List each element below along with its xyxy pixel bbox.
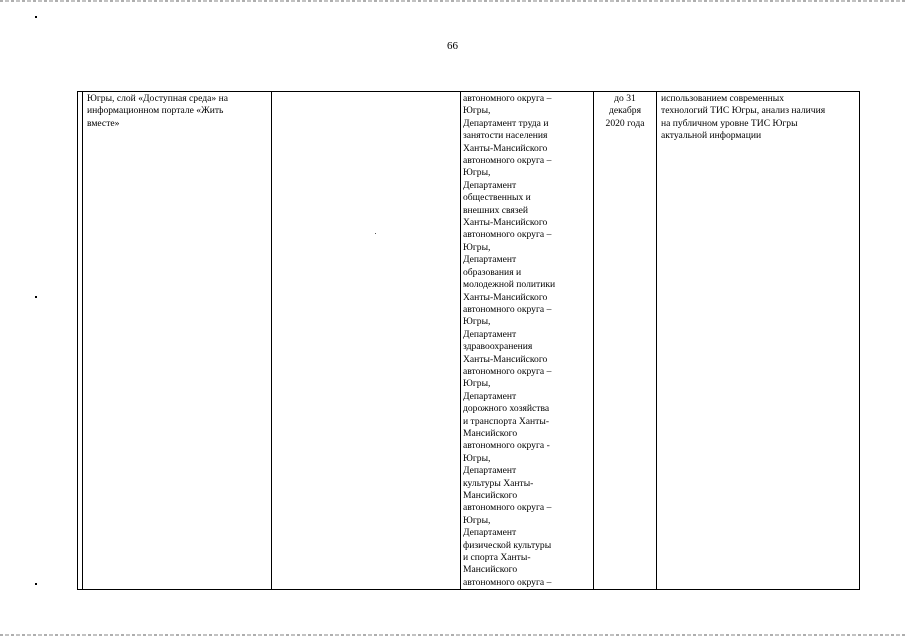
cell-measure-description	[83, 92, 272, 590]
text-line: автономного округа –	[463, 576, 552, 588]
text-line: Департамент	[463, 390, 517, 402]
scan-dot-middle	[35, 296, 37, 298]
text-line: Мансийского	[463, 427, 518, 439]
lines-col6	[661, 93, 855, 143]
text-line: физической культуры	[463, 539, 552, 551]
text-line: автономного округа –	[463, 502, 552, 514]
text-line: Ханты-Мансийского	[463, 217, 548, 229]
text-line: до 31	[614, 93, 636, 104]
text-line: общественных и	[463, 192, 531, 204]
text-line: Ханты-Мансийского	[463, 291, 548, 303]
text-line: Департамент	[463, 254, 517, 266]
document-table	[77, 91, 860, 590]
text-line: Мансийского	[463, 490, 518, 501]
cell-expected-result	[657, 92, 860, 590]
text-line: Югры, слой «Доступная среда» на	[87, 93, 228, 104]
text-line: автономного округа –	[463, 155, 552, 167]
text-line: 2020 года	[605, 117, 645, 129]
text-line: дорожного хозяйства	[463, 403, 550, 415]
text-line: Ханты-Мансийского	[463, 142, 548, 154]
text-line: Югры,	[463, 378, 491, 390]
text-line: информационном портале «Жить	[87, 105, 224, 117]
text-line: Югры,	[463, 167, 491, 179]
text-line: Югры,	[463, 316, 491, 328]
scan-top-edge	[0, 0, 905, 2]
table-row	[78, 92, 860, 590]
text-line: Департамент	[463, 465, 517, 477]
cell-deadline	[594, 92, 657, 590]
text-line: молодежной политики	[463, 279, 556, 291]
lines-col4	[463, 93, 589, 589]
text-line: и транспорта Ханты-	[463, 415, 550, 427]
cell-responsible-executors	[461, 92, 594, 590]
scan-dot-top	[35, 16, 37, 18]
text-line: Ханты-Мансийского	[463, 353, 548, 365]
text-line: здравоохранения	[463, 341, 533, 353]
text-line: актуальной информации	[661, 130, 762, 142]
text-line: на публичном уровне ТИС Югры	[661, 117, 798, 129]
text-line: Мансийского	[463, 564, 518, 576]
text-line: Югры,	[463, 241, 491, 253]
text-line: автономного округа –	[463, 303, 552, 315]
text-line: занятости населения	[463, 130, 548, 142]
scan-bottom-edge	[0, 634, 905, 636]
text-line: автономного округа –	[463, 229, 552, 241]
cell-empty	[272, 92, 461, 590]
page-number: 66	[447, 40, 458, 52]
text-line: культуры Ханты-	[463, 477, 534, 489]
text-line: Югры,	[463, 452, 491, 464]
text-line: автономного округа –	[463, 365, 552, 377]
text-line: Югры,	[463, 514, 491, 526]
text-line: декабря	[608, 105, 641, 117]
text-line: Югры,	[463, 105, 491, 117]
text-line: автономного округа –	[463, 93, 552, 104]
text-line: внешних связей	[463, 204, 529, 216]
text-line: Департамент	[463, 328, 517, 340]
text-line: использованием современных	[661, 93, 785, 104]
text-line: Департамент	[463, 179, 517, 191]
text-line: Департамент	[463, 527, 517, 539]
lines-col5	[598, 93, 652, 130]
text-line: технологий ТИС Югры, анализ наличия	[661, 105, 826, 117]
scan-dot-bottom	[35, 583, 37, 585]
text-line: Департамент труда и	[463, 117, 549, 129]
text-line: и спорта Ханты-	[463, 552, 531, 564]
text-line: автономного округа -	[463, 440, 550, 452]
text-line: вместе»	[87, 117, 120, 129]
text-line: образования и	[463, 266, 522, 278]
lines-col2	[87, 93, 267, 130]
